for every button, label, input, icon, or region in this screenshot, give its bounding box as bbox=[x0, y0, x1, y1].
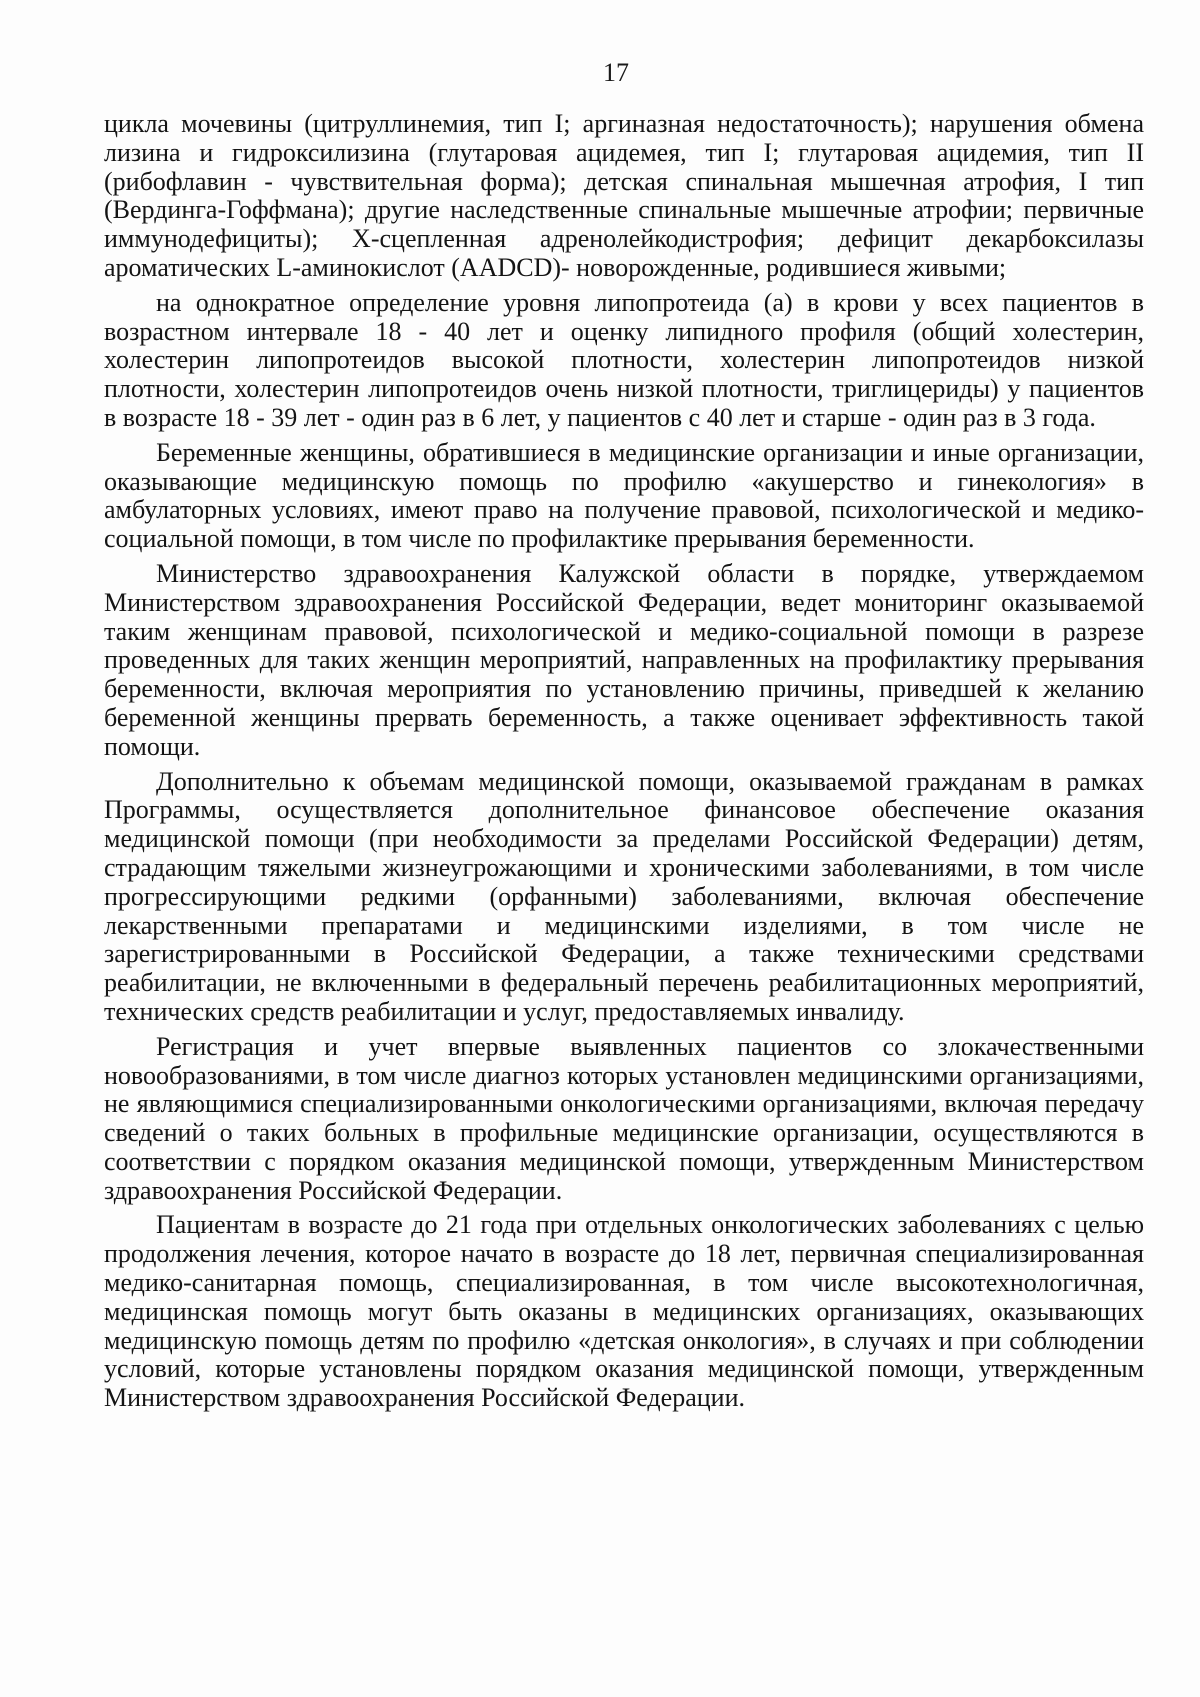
paragraph-registration: Регистрация и учет впервые выявленных пациентов со злокачественными новообразованиями, в том числе диагноз которых установлен медицинскими организациями, не являющимися специализированными онкологическими организациями, включая передачу сведений о таких больных в профильные медицинские организации, осуществляются в соответствии с порядком оказания медицинской помощи, утвержденным Министерством здравоохранения Российской Федерации. bbox=[104, 1031, 1144, 1205]
paragraph-continuation: цикла мочевины (цитруллинемия, тип I; аргиназная недостаточность); нарушения обмена лизина и гидроксилизина (глутаровая ацидемея, тип I; глутаровая ацидемия, тип II (рибофлавин - чувствительная форма); детская спинальная мышечная атрофия, I тип (Вердинга-Гоффмана); другие наследственные спинальные мышечные атрофии; первичные иммунодефициты); Х-сцепленная адренолейкодистрофия; дефицит декарбоксилазы ароматических L-аминокислот (AADCD)- новорожденные, родившиеся живыми; bbox=[104, 109, 1144, 282]
paragraph-oncology-patients: Пациентам в возрасте до 21 года при отдельных онкологических заболеваниях с целью продолжения лечения, которое начато в возрасте до 18 лет, первичная специализированная медико-санитарная помощь, специализированная, в том числе высокотехнологичная, медицинская помощь могут быть оказаны в медицинских организациях, оказывающих медицинскую помощь детям по профилю «детская онкология», в случаях и при соблюдении условий, которые установлены порядком оказания медицинской помощи, утвержденным Министерством здравоохранения Российской Федерации. bbox=[104, 1210, 1144, 1413]
paragraph-pregnant-women: Беременные женщины, обратившиеся в медицинские организации и иные организации, оказывающие медицинскую помощь по профилю «акушерство и гинекология» в амбулаторных условиях, имеют право на получение правовой, психологической и медико-социальной помощи, в том числе по профилактике прерывания беременности. bbox=[104, 437, 1144, 554]
paragraph-lipoprotein: на однократное определение уровня липопротеида (а) в крови у всех пациентов в возрастном интервале 18 - 40 лет и оценку липидного профиля (общий холестерин, холестерин липопротеидов высокой плотности, холестерин липопротеидов низкой плотности, холестерин липопротеидов очень низкой плотности, триглицериды) у пациентов в возрасте 18 - 39 лет - один раз в 6 лет, у пациентов с 40 лет и старше - один раз в 3 года. bbox=[104, 287, 1144, 432]
document-body bbox=[104, 110, 1144, 1413]
page-number: 17 bbox=[603, 58, 629, 87]
paragraph-additional-funding: Дополнительно к объемам медицинской помощи, оказываемой гражданам в рамках Программы, осуществляется дополнительное финансовое обеспечение оказания медицинской помощи (при необходимости за пределами Российской Федерации) детям, страдающим тяжелыми жизнеугрожающими и хроническими заболеваниями, в том числе прогрессирующими редкими (орфанными) заболеваниями, включая обеспечение лекарственными препаратами и медицинскими изделиями, в том числе не зарегистрированными в Российской Федерации, а также техническими средствами реабилитации, не включенными в федеральный перечень реабилитационных мероприятий, технических средств реабилитации и услуг, предоставляемых инвалиду. bbox=[104, 766, 1144, 1026]
paragraph-ministry-monitoring: Министерство здравоохранения Калужской области в порядке, утверждаемом Министерством здравоохранения Российской Федерации, ведет мониторинг оказываемой таким женщинам правовой, психологической и медико-социальной помощи в разрезе проведенных для таких женщин мероприятий, направленных на профилактику прерывания беременности, включая мероприятия по установлению причины, приведшей к желанию беременной женщины прервать беременность, а также оценивает эффективность такой помощи. bbox=[104, 558, 1144, 761]
